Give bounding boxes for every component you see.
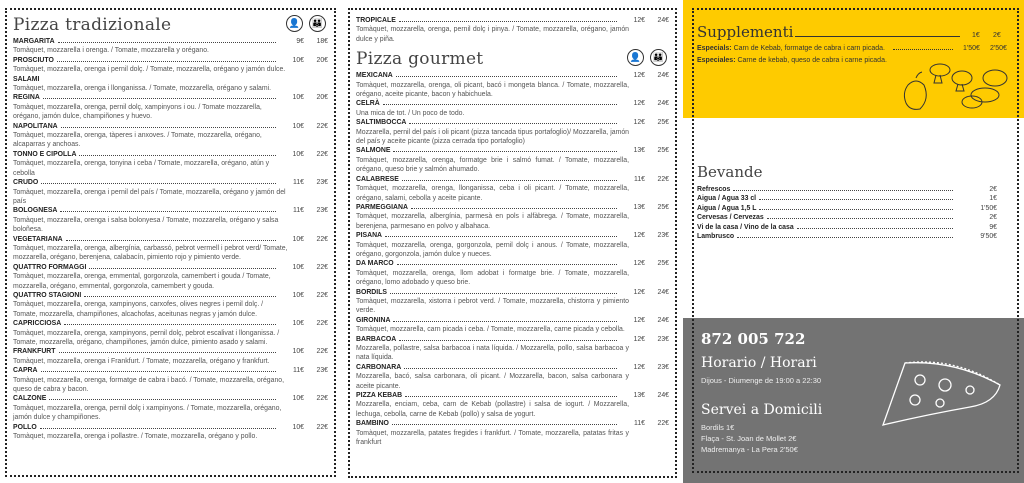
leader-dots — [84, 296, 276, 297]
menu-item — [13, 37, 328, 56]
price-large: 25€ — [657, 147, 669, 155]
horario-title: Horario / Horari — [701, 355, 817, 371]
leader-dots — [43, 98, 276, 99]
price-small: 12€ — [633, 72, 645, 80]
drink-price: 9'50€ — [980, 233, 997, 241]
drink-price: 2€ — [989, 214, 997, 222]
leader-dots — [893, 49, 953, 50]
item-name: PARMEGGIANA — [356, 203, 408, 211]
item-name: BARBACOA — [356, 335, 397, 343]
menu-item — [13, 75, 328, 94]
item-description: Tomàquet, mozzarella, orenga, pernil dolç i xampinyons. / Tomate, mozzarella, orégano, jamón dulce y champiñones. — [13, 404, 282, 422]
item-row — [356, 288, 669, 297]
leader-dots — [411, 208, 617, 209]
item-name: CELRÀ — [356, 100, 380, 108]
menu-item — [13, 291, 328, 319]
item-description: Tomàquet, mozzarella, albergínia, parmesà en pols i alfàbrega. / Tomate, mozzarella, berenjena, parmesano en polvo y albahaca. — [356, 213, 629, 230]
price-large: 23€ — [316, 207, 328, 215]
leader-dots — [392, 424, 617, 425]
menu-item — [13, 263, 328, 291]
item-row — [13, 206, 328, 215]
price-large: 25€ — [657, 203, 669, 211]
leader-dots — [40, 428, 276, 429]
price-large: 20€ — [316, 56, 328, 64]
drink-item — [697, 223, 997, 232]
item-name: PIZZA KEBAB — [356, 392, 403, 400]
drink-price: 1€ — [989, 195, 997, 203]
item-name: MEXICANA — [356, 72, 393, 80]
item-row — [356, 335, 669, 344]
menu-item — [356, 71, 669, 99]
delivery-zone: Bordils 1€ — [701, 423, 735, 432]
item-row — [356, 146, 669, 155]
item-row — [356, 316, 669, 325]
item-row — [356, 419, 669, 428]
item-description: Tomàquet, mozzarella, orenga i Frankfurt. / Tomate, mozzarella, orégano y frankfurt. — [13, 357, 270, 365]
item-row — [356, 391, 669, 400]
drink-price: 1'50€ — [980, 204, 997, 212]
price-small: 12€ — [633, 100, 645, 108]
item-description: Tomàquet, mozzarella, orenga, pernil dolç, xampinyons i ou. / Tomate mozzarella, orégano, jamón dulce, champiñones y huevo. — [13, 103, 262, 121]
drink-name: Vi de la casa / Vino de la casa — [697, 223, 794, 231]
section-title: Pizza gourmet 👤 👪 — [356, 47, 669, 71]
leader-dots — [399, 21, 617, 22]
price-large: 24€ — [657, 100, 669, 108]
single-person-icon: 👤 — [286, 15, 303, 32]
item-description: Una mica de tot. / Un poco de todo. — [356, 109, 465, 117]
item-row — [13, 122, 328, 131]
item-description: Tomàquet, mozzarella, orenga, llom adobat i formatge brie. / Tomate, mozzarella, orégano, lomo adobado y queso brie. — [356, 269, 629, 287]
item-description: Tomàquet, mozzarella, orenga i pernil dolç. / Tomate, mozzarella, orégano y jamón dulce. — [13, 66, 286, 74]
item-name: FRANKFURT — [13, 348, 56, 356]
leader-dots — [64, 324, 276, 325]
item-description: Tomàquet, mozzarella, orenga, tàperes i anxoves. / Tomate, mozzarella, orégano, alcaparras y anchoas. — [13, 132, 262, 149]
pizza-slice-illustration — [875, 355, 1005, 435]
item-description: Tomàquet, mozzarella, orenga i salsa bolonyesa / Tomate, mozzarella, orégano y salsa boloñesa. — [13, 216, 279, 234]
menu-item — [13, 235, 328, 263]
drink-item — [697, 232, 997, 241]
menu-item — [13, 394, 328, 422]
item-description: Tomàquet, mozzarella, carn picada i ceba. / Tomate, mozzarella, carne picada y cebolla. — [356, 326, 625, 334]
menu-item — [356, 363, 669, 391]
item-name: CAPRA — [13, 367, 38, 375]
leader-dots — [41, 183, 276, 184]
price-small: 13€ — [633, 392, 645, 400]
price-small: 10€ — [292, 94, 304, 102]
item-name: BAMBINO — [356, 420, 389, 428]
item-row — [13, 56, 328, 65]
item-description: Tomàquet, mozzarella, orenga i pollastre. / Tomate, mozzarella, orégano y pollo. — [13, 433, 258, 441]
menu-item — [13, 423, 328, 442]
item-description: Tomàquet, mozzarella, orenga, formatge de cabra i bacó. / Tomate, mozzarella, orégano, queso de cabra y bacon. — [13, 376, 285, 394]
item-name: SALTIMBOCCA — [356, 119, 407, 127]
leader-dots — [409, 123, 617, 124]
pizza-list — [356, 71, 669, 447]
price: 1'50€ — [963, 45, 980, 52]
price-large: 23€ — [657, 232, 669, 240]
price-large: 22€ — [316, 348, 328, 356]
menu-item — [356, 316, 669, 335]
divider — [795, 36, 960, 37]
item-name: PROSCIUTO — [13, 56, 54, 64]
price-small: 12€ — [633, 17, 645, 24]
item-name: QUATTRO FORMAGGI — [13, 263, 87, 271]
leader-dots — [79, 155, 276, 156]
item-row — [356, 203, 669, 212]
item-row — [13, 150, 328, 159]
price-large: 22€ — [316, 291, 328, 299]
price-small: 12€ — [633, 363, 645, 371]
delivery-title: Servei a Domicili — [701, 402, 823, 418]
item-description: Tomàquet, mozzarella, orenga, formatge brie i salmó fumat. / Tomate, mozzarella, orégano, queso brie y salmón ahumado. — [356, 156, 629, 174]
especials-line: Especials: Carn de Kebab, formatge de cabra i carn picada. — [697, 45, 885, 52]
item-name: SALAMI — [13, 75, 40, 83]
drink-item — [697, 194, 997, 203]
leader-dots — [405, 396, 617, 397]
price-small: 13€ — [633, 203, 645, 211]
price-large: 22€ — [316, 122, 328, 130]
especiales-line: Especiales: Carne de kebab, queso de cabra i carne picada. — [697, 57, 887, 64]
drink-price: 9€ — [989, 223, 997, 231]
menu-item — [356, 259, 669, 287]
leader-dots — [57, 61, 276, 62]
price: 2'50€ — [990, 45, 1007, 52]
item-row — [356, 363, 669, 372]
leader-dots — [759, 209, 953, 210]
item-description: Tomàquet, mozzarella, orenga, emmental, gorgonzola, camembert i gouda / Tomate, mozzarella, orégano, emmental, gorgonzola, camembert y gouda. — [13, 273, 271, 290]
menu-item — [356, 175, 669, 203]
leader-dots — [390, 293, 617, 294]
price-large: 24€ — [657, 17, 669, 24]
item-row — [13, 37, 328, 46]
item-description: Mozzarella, enciam, ceba, carn de Kebab (pollastre) i salsa de iogurt. / Mozzarella, lechuga, cebolla, carne de Kebab (pollo) y salsa de yogurt. — [356, 401, 629, 418]
item-description: Tomàquet, mozzarella, orenga, llonganissa, ceba i oli picant. / Tomate, mozzarella, orégano, salami, cebolla y aceite picante. — [356, 185, 629, 202]
menu-item — [356, 391, 669, 419]
price-large: 25€ — [657, 119, 669, 127]
price-large: 23€ — [316, 179, 328, 187]
item-name: NAPOLITANA — [13, 122, 58, 130]
item-row — [13, 347, 328, 356]
item-name: POLLO — [13, 423, 37, 431]
item-description: Mozzarella, bacó, salsa carbonara, oli picant. / Mozzarella, bacon, salsa carbonara y aceite picante. — [356, 373, 629, 390]
item-name: TONNO E CIPOLLA — [13, 150, 77, 158]
item-description: Tomàquet, mozzarella, orenga, xampinyons, pernil dolç, pebrot escalivat i llonganissa. / Tomate, mozzarella, orégano, champiñones, jamón dulce, pimiento asado y salami. — [13, 329, 280, 346]
price-large: 22€ — [316, 423, 328, 431]
price-small: 10€ — [292, 150, 304, 158]
family-icon: 👪 — [650, 49, 667, 66]
drink-price: 2€ — [989, 186, 997, 193]
menu-item — [356, 419, 669, 447]
price-small: 10€ — [292, 423, 304, 431]
delivery-zone: Madremanya - La Pera 2'50€ — [701, 445, 798, 454]
item-row — [13, 423, 328, 432]
price-large: 22€ — [316, 395, 328, 403]
price-small: 12€ — [633, 260, 645, 268]
item-name: CALABRESE — [356, 175, 399, 183]
price-small: 10€ — [292, 291, 304, 299]
item-row — [13, 366, 328, 375]
price-small: 11€ — [634, 420, 645, 428]
price-large: 22€ — [316, 320, 328, 328]
leader-dots — [402, 180, 617, 181]
item-description: Tomàquet, mozzarella, patates fregides i frankfurt. / Tomate, mozzarella, patatas fritas y frankfurt — [356, 429, 629, 447]
menu-item — [13, 93, 328, 121]
price-large: 20€ — [316, 94, 328, 102]
item-row — [13, 394, 328, 403]
price-small: 10€ — [292, 395, 304, 403]
menu-item — [13, 366, 328, 394]
item-name: CALZONE — [13, 395, 47, 403]
item-name: CRUDO — [13, 179, 39, 187]
price-large: 24€ — [657, 288, 669, 296]
item-row — [356, 99, 669, 108]
menu-item — [13, 206, 328, 234]
price-small: 12€ — [633, 335, 645, 343]
item-row — [356, 231, 669, 240]
item-description: Tomàquet, mozzarella, orenga, gorgonzola, pernil dolç i anous. / Tomate, mozzarella, orégano, gorgonzola, jamón dulce y nueces. — [356, 241, 629, 258]
leader-dots — [404, 368, 617, 369]
price: 2€ — [993, 32, 1001, 39]
drinks-list — [697, 185, 997, 241]
item-row — [356, 259, 669, 268]
leader-dots — [399, 340, 617, 341]
leader-dots — [393, 321, 617, 322]
item-row — [13, 93, 328, 102]
menu-item — [13, 178, 328, 206]
leader-dots — [385, 236, 617, 237]
drink-item — [697, 204, 997, 213]
leader-dots — [66, 240, 276, 241]
menu-item — [13, 122, 328, 150]
item-name: REGINA — [13, 94, 40, 102]
price-small: 13€ — [633, 147, 645, 155]
leader-dots — [733, 190, 953, 191]
menu-item — [356, 118, 669, 146]
opening-hours: Dijous - Diumenge de 19:00 a 22:30 — [701, 376, 822, 385]
item-name: SALMONE — [356, 147, 391, 155]
item-row — [13, 235, 328, 244]
item-description: Tomàquet, mozzarella, orenga, xampinyons, carxofes, olives negres i pernil dolç. / Tomate, mozzarella, champiñones, alcachofas, aceitunas negras y jamón dulce. — [13, 301, 264, 318]
menu-item — [13, 56, 328, 75]
item-name: DA MARCO — [356, 260, 394, 268]
item-row — [13, 291, 328, 300]
menu-item — [356, 146, 669, 174]
item-description: Tomàquet, mozzarella, orenga i llonganissa. / Tomate, mozzarella, orégano y salami. — [13, 85, 272, 93]
price-large: 22€ — [316, 235, 328, 243]
pizza-tradizionale-panel — [5, 8, 336, 477]
price-large: 22€ — [657, 175, 669, 183]
leader-dots — [383, 104, 617, 105]
item-row — [356, 175, 669, 184]
price-large: 24€ — [657, 392, 669, 400]
price-small: 12€ — [633, 288, 645, 296]
item-row — [13, 178, 328, 187]
price-small: 10€ — [292, 348, 304, 356]
item-row — [356, 16, 669, 25]
leader-dots — [397, 264, 617, 265]
price: 1€ — [972, 32, 980, 39]
bevande-title: Bevande — [697, 163, 763, 181]
item-name: CARBONARA — [356, 363, 402, 371]
drink-name: Aigua / Agua 33 cl — [697, 195, 757, 203]
menu-item — [356, 231, 669, 259]
item-description: Tomàquet, mozzarella, orenga, pernil dolç i pinya. / Tomate, mozzarella, orégano, jamón dulce y piña. — [356, 26, 629, 43]
drink-item — [697, 213, 997, 222]
price-small: 11€ — [293, 207, 304, 215]
leader-dots — [767, 218, 953, 219]
price-small: 10€ — [292, 263, 304, 271]
leader-dots — [759, 199, 953, 200]
item-description: Tomàquet, mozzarella, orenga i pernil del país / Tomate, mozzarella, orégano y jamón del país — [13, 188, 286, 205]
price-large: 18€ — [316, 38, 328, 45]
leader-dots — [49, 399, 276, 400]
item-description: Mozzarella, pernil del país i oli picant (pizza tancada tipus portafoglio)/ Mozzarella, jamón del país y aceite picante (pizza cerrada tipo portafoglio) — [356, 128, 629, 146]
drink-name: Aigua / Agua 1,5 L — [697, 204, 757, 212]
item-row — [13, 319, 328, 328]
item-name: VEGETARIANA — [13, 235, 63, 243]
leader-dots — [41, 371, 276, 372]
item-description: Tomàquet, mozzarella, orenga, oli picant, bacó i mongeta blanca. / Tomate, mozzarella, orégano, aceite picante, bacon y habichuela. — [356, 81, 629, 99]
drink-name: Lambrusco — [697, 233, 735, 241]
leader-dots — [61, 127, 276, 128]
item-row — [13, 75, 328, 84]
price-small: 12€ — [633, 316, 645, 324]
leader-dots — [396, 76, 617, 77]
item-description: Tomàquet, mozzarella i orenga. / Tomate, mozzarella y orégano. — [13, 47, 209, 55]
price-small: 11€ — [293, 367, 304, 375]
item-row — [356, 118, 669, 127]
item-name: TROPICALE — [356, 17, 396, 24]
item-description: Tomàquet, mozzarella, orenga, albergínia, carbassó, pebrot vermell i pebrot verd/ Tomate, mozzarella, orégano, berenjena, calabacín, pimiento rojo y pimiento verde. — [13, 244, 288, 262]
leader-dots — [737, 237, 953, 238]
vegetables-illustration — [900, 60, 1015, 115]
price-small: 10€ — [292, 320, 304, 328]
price-large: 22€ — [316, 263, 328, 271]
leader-dots — [60, 211, 276, 212]
price-small: 12€ — [633, 119, 645, 127]
price-large: 22€ — [316, 150, 328, 158]
item-name: BORDILS — [356, 288, 388, 296]
pizza-list — [356, 16, 669, 44]
price-large: 22€ — [657, 420, 669, 428]
menu-item — [356, 288, 669, 316]
price-small: 11€ — [293, 179, 304, 187]
price-large: 25€ — [657, 260, 669, 268]
pizza-gourmet-panel — [348, 8, 677, 478]
item-name: QUATTRO STAGIONI — [13, 291, 82, 299]
menu-item — [356, 16, 669, 44]
menu-item — [356, 335, 669, 363]
item-description: Mozzarella, pollastre, salsa barbacoa i nata líquida. / Mozzarella, pollo, salsa barbacoa y nata líquida. — [356, 345, 629, 362]
menu-item — [13, 319, 328, 347]
item-row — [13, 263, 328, 272]
menu-item — [356, 99, 669, 118]
item-description: Tomàquet, mozzarella, xistorra i pebrot verd. / Tomate, mozzarella, chistorra y pimiento verde. — [356, 297, 629, 315]
single-person-icon: 👤 — [627, 49, 644, 66]
delivery-zones — [701, 422, 798, 455]
price-small: 10€ — [292, 122, 304, 130]
price-large: 24€ — [657, 72, 669, 80]
phone-number[interactable]: 872 005 722 — [701, 330, 806, 348]
price-small: 12€ — [633, 232, 645, 240]
leader-dots — [59, 352, 277, 353]
item-name: BOLOGNESA — [13, 207, 58, 215]
item-name: MARGARITA — [13, 38, 55, 45]
item-name: PISANA — [356, 232, 383, 240]
item-description: Tomàquet, mozzarella, orenga, tonyina i ceba / Tomate, mozzarella, orégano, atún y cebolla — [13, 160, 270, 177]
leader-dots — [797, 228, 953, 229]
drink-name: Refrescos — [697, 186, 731, 193]
price-small: 10€ — [292, 56, 304, 64]
price-large: 24€ — [657, 316, 669, 324]
drink-item — [697, 185, 997, 194]
drink-name: Cervesas / Cervezas — [697, 214, 764, 222]
price-large: 23€ — [657, 363, 669, 371]
price-large: 23€ — [657, 335, 669, 343]
menu-item — [13, 150, 328, 178]
pizza-list — [13, 37, 328, 441]
price-small: 10€ — [292, 235, 304, 243]
menu-item — [356, 203, 669, 231]
item-name: CAPRICCIOSA — [13, 320, 62, 328]
family-icon: 👪 — [309, 15, 326, 32]
supplementi-title: Supplementi — [697, 23, 794, 41]
section-title: Pizza tradizionale 👤 👪 — [13, 13, 328, 37]
leader-dots — [89, 268, 276, 269]
price-small: 11€ — [634, 175, 645, 183]
delivery-zone: Flaça - St. Joan de Mollet 2€ — [701, 434, 797, 443]
menu-item — [13, 347, 328, 366]
item-name: GIRONINA — [356, 316, 391, 324]
leader-dots — [58, 42, 276, 43]
leader-dots — [393, 151, 617, 152]
price-small: 9€ — [296, 38, 304, 45]
price-large: 23€ — [316, 367, 328, 375]
item-row — [356, 71, 669, 80]
